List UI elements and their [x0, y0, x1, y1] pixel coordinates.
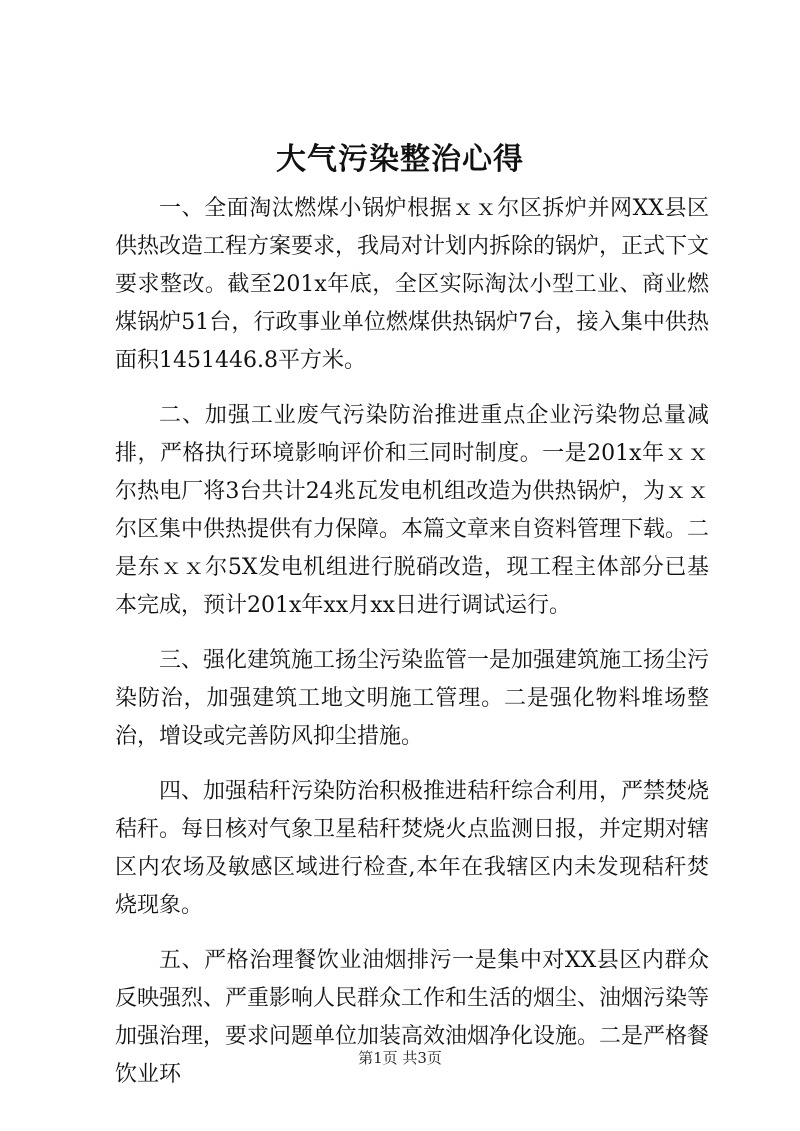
document-title: 大气污染整治心得 [276, 142, 524, 177]
paragraph-3: 三、强化建筑施工扬尘污染监管一是加强建筑施工扬尘污染防治，加强建筑工地文明施工管理。二是强化物料堆场整治，增设或完善防风抑尘措施。 [115, 648, 710, 749]
paragraph-4: 四、加强秸秆污染防治积极推进秸秆综合利用，严禁焚烧秸秆。每日核对气象卫星秸秆焚烧火点监测日报，并定期对辖区内农场及敏感区域进行检查,本年在我辖区内未发现秸秆焚烧现象。 [115, 779, 710, 918]
document-body [115, 190, 709, 1111]
paragraph-5: 五、严格治理餐饮业油烟排污一是集中对XX县区内群众反映强烈、严重影响人民群众工作和生活的烟尘、油烟污染等加强治理，要求问题单位加装高效油烟净化设施。二是严格餐饮业环 [115, 948, 710, 1087]
page-number-footer: 第1页 共3页 [358, 1049, 442, 1067]
paragraph-2: 二、加强工业废气污染防治推进重点企业污染物总量减排，严格执行环境影响评价和三同时制度。一是201x年ｘｘ尔热电厂将3台共计24兆瓦发电机组改造为供热锅炉，为ｘｘ尔区集中供热提供有力保障。本篇文章来自资料管理下载。二是东ｘｘ尔5X发电机组进行脱硝改造，现工程主体部分已基本完成，预计201x年xx月xx日进行调试运行。 [115, 403, 710, 618]
paragraph-1: 一、全面淘汰燃煤小锅炉根据ｘｘ尔区拆炉并网XX县区供热改造工程方案要求，我局对计划内拆除的锅炉，正式下文要求整改。截至201x年底，全区实际淘汰小型工业、商业燃煤锅炉51台，行政事业单位燃煤供热锅炉7台，接入集中供热面积1451446.8平方米。 [115, 196, 710, 373]
